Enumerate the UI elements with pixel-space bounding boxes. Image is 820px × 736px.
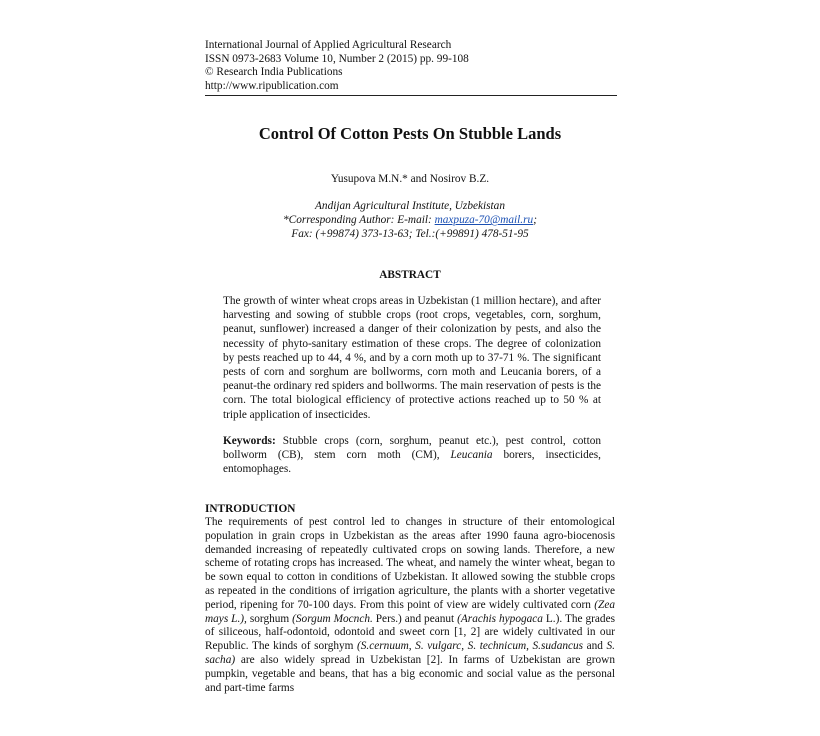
paper-title: Control Of Cotton Pests On Stubble Lands — [258, 124, 562, 143]
keywords-text-a: Stubble crops (corn, sorghum, peanut etc.), pest control, cotton bollworm (CB), stem corn moth (CM), — [223, 435, 601, 462]
intro-part-2: sorghum — [246, 612, 293, 625]
corresponding-suffix: ; — [533, 214, 537, 227]
journal-publisher: © Research India Publications — [205, 66, 343, 79]
intro-arachis: (Arachis hypogaca — [457, 612, 543, 625]
intro-sacha: S. sacha) — [205, 640, 615, 666]
introduction-heading: INTRODUCTION — [205, 503, 296, 515]
intro-zea: (Zea mays L.), — [205, 598, 615, 625]
journal-header — [205, 39, 617, 96]
intro-part-1: The requirements of pest control led to changes in structure of their entomological population in grain crops in Uzbekistan as the areas after 1990 fauna agro-biocenosis demanded increasing of repeatedly cultivated crops on sowing lands. Therefore, a new scheme of rotating crops has increased. The wheat, and namely the winter wheat, began to be sown equal to cotton in conditions of Uzbekistan. It allowed sowing the stubble crops as repeated in the conditions of irrigation agriculture, the plants with a shorter vegetative period, ripening for 70-100 days. From this point of view are widely cultivated corn — [205, 516, 615, 611]
corresponding-author — [205, 213, 615, 227]
intro-part-4: L.). The grades of siliceous, half-odontoid, odontoid and sweet corn [1, 2] are widely cultivated in our Republic. The kinds of sorghym — [205, 612, 615, 653]
keywords-block — [223, 434, 601, 477]
journal-issn: ISSN 0973-2683 Volume 10, Number 2 (2015) pp. 99-108 — [205, 52, 469, 65]
email-link[interactable]: maxpuza-70@mail.ru — [434, 214, 534, 227]
keywords-label: Keywords: — [223, 435, 276, 447]
intro-part-6: are also widely spread in Uzbekistan [2]. In farms of Uzbekistan are grown pumpkin, vegetable and beans, that has a big economic and social value as the personal and part-time farms — [205, 653, 615, 694]
abstract-heading: ABSTRACT — [379, 269, 441, 281]
intro-sorgum: (Sorgum Mocnch. — [292, 612, 373, 625]
institute: Andijan Agricultural Institute, Uzbekistan — [315, 200, 505, 212]
journal-url: http://www.ripublication.com — [205, 79, 339, 92]
author-list: Yusupova M.N.* and Nosirov B.Z. — [330, 173, 490, 185]
keywords-leucania: Leucania — [450, 449, 493, 462]
affiliation-block — [205, 199, 615, 242]
corresponding-prefix: *Corresponding Author: E-mail: — [283, 214, 435, 227]
introduction-text — [205, 516, 615, 695]
abstract-text: The growth of winter wheat crops areas in Uzbekistan (1 million hectare), and after harvesting and sowing of stubble crops (root crops, vegetables, corn, sorghum, peanut, sunflower) increased a danger of their colonization by pests, and also the necessity of phyto-sanitary estimation of these crops. The degree of colonization by pests reached up to 44, 4 %, and by a corn moth up to 37-71 %. The significant pests of corn and sorghum are bollworms, corn moth and Leucania borers, of a peanut-the ordinary red spiders and bollworms. The main reservation of pests is the corn. The total biological efficiency of protective actions reached up to 50 % at triple application of insecticides. — [223, 295, 601, 421]
intro-part-3: Pers.) and peanut — [372, 612, 458, 625]
intro-part-5: and — [583, 640, 607, 653]
journal-name: International Journal of Applied Agricultural Research — [205, 39, 452, 51]
keywords-text-b: borers, insecticides, entomophages. — [223, 449, 601, 476]
intro-species: (S.cernuum, S. vulgarc, S. technicum, S.sudancus — [357, 640, 584, 653]
contact-numbers: Fax: (+99874) 373-13-63; Tel.:(+99891) 478-51-95 — [291, 228, 529, 241]
